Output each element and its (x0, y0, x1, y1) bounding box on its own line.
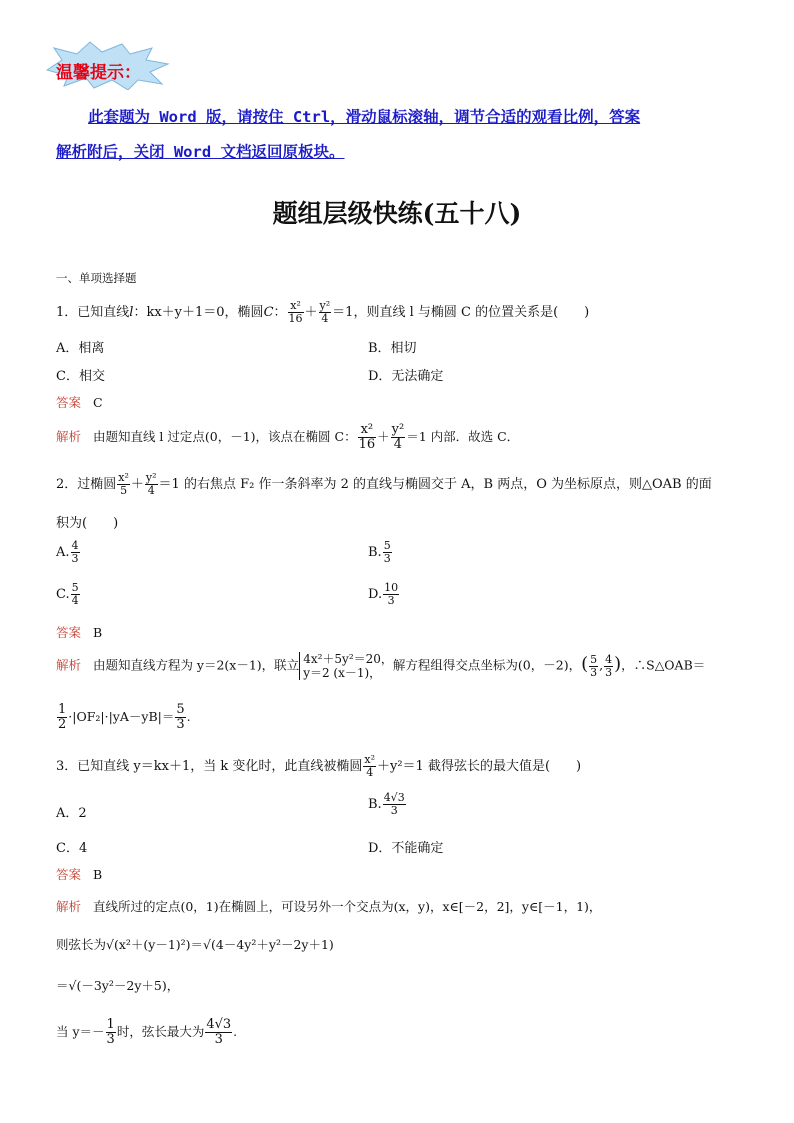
q2-option-d-den: 3 (387, 594, 395, 607)
q2-pt-den2: 3 (605, 665, 613, 679)
q2-option-c-num: 5 (71, 581, 79, 594)
q2-analysis: 解析 由题知直线方程为 y＝2(x－1)，联立 4x²＋5y²＝20， y＝2 (x－1)， 解方程组得交点坐标为(0，－2)，( $\frac{5}{3}$ , $\frac{4}{3}$ )，∴S△OAB＝ (56, 652, 706, 680)
q2-frac-x-num: x² (118, 471, 129, 484)
q2-option-b-label: B. (368, 545, 382, 560)
q1-plus: ＋ (304, 305, 318, 320)
q1-answer-value: C (92, 395, 103, 410)
q3-analysis-text: 直线所过的定点(0，1)在椭圆上，可设另外一个交点为(x，y)，x∈[－2，2]，y∈[－1，1)， (92, 899, 602, 914)
q3-stem-end: ＋y²＝1 截得弦长的最大值是( ) (377, 759, 582, 774)
q2-analysis-text: 由题知直线方程为 y＝2(x－1)，联立 (92, 657, 300, 673)
q2-half-num: 1 (58, 702, 67, 717)
q1-option-b: B．相切 (368, 341, 417, 356)
q2-stem (56, 472, 712, 497)
q3-option-b-frac (383, 792, 406, 817)
q2-option-d-num: 10 (384, 581, 399, 594)
q2-option-a-den: 3 (71, 552, 79, 565)
q2-result-frac (175, 703, 185, 732)
q1-frac-y-num: y² (319, 299, 331, 312)
section-heading: 一、单项选择题 (56, 271, 137, 285)
notice (56, 100, 746, 170)
q1-ana-frac-x-den: 16 (358, 437, 376, 452)
page-title: 题组层级快练(五十八) (272, 199, 522, 228)
q1-frac-x (288, 300, 304, 325)
q2-result-den: 3 (176, 717, 185, 732)
q3-y-frac (106, 1018, 116, 1047)
q2-pt-num2: 4 (605, 652, 613, 666)
q3-analysis-line4: 当 y＝－ $\frac{1}{3}$ 时，弦长最大为 $\frac{4√3}{3}$ . (56, 1017, 238, 1047)
q3-frac-x-num: x² (364, 753, 375, 766)
q1-frac-y (319, 300, 332, 325)
q3-frac-x (363, 754, 376, 779)
tip-label: 温馨提示： (56, 63, 141, 83)
q1-ana-frac-y-num: y² (391, 422, 405, 437)
q1-analysis-end: ＝1 内部．故选 C． (406, 429, 520, 444)
q1-ana-frac-x-num: x² (358, 423, 377, 438)
q1-option-c: C．相交 (56, 369, 105, 384)
q3-option-a: A．2 (56, 806, 87, 821)
q1-analysis-text: 由题知直线 l 过定点(0，－1)，该点在椭圆 C： (92, 429, 357, 444)
q1-stem (56, 300, 589, 325)
q2-option-c-label: C. (56, 587, 70, 602)
q1-ana-plus: ＋ (377, 429, 390, 444)
q2-option-b (368, 540, 393, 565)
q2-system-eq2: y＝2 (x－1)， (303, 666, 382, 680)
q2-pt-frac1 (589, 654, 598, 679)
q3-max-den: 3 (214, 1032, 223, 1047)
q3-frac-x-den: 4 (366, 766, 374, 779)
q2-option-b-frac (383, 540, 392, 565)
q2-option-a (56, 540, 81, 565)
q2-option-d (368, 582, 400, 607)
q2-paren-open: ( (581, 653, 589, 675)
q3-option-d: D．不能确定 (368, 841, 444, 856)
q2-option-b-num: 5 (383, 539, 391, 552)
q2-stem-text: 2．过椭圆 (56, 477, 117, 492)
q2-frac-y-num: y² (145, 471, 157, 484)
q2-stem-line: ＝1 的右焦点 F₂ 作一条斜率为 2 的直线与椭圆交于 A，B 两点，O 为坐标原点，则△OAB 的面 (158, 477, 712, 492)
q3-max-num: 4√3 (206, 1017, 232, 1032)
q3-answer (56, 865, 102, 883)
q1-answer (56, 393, 103, 411)
q3-analysis (56, 897, 601, 915)
q3-max-frac (205, 1018, 232, 1047)
q2-result-num: 5 (176, 702, 185, 717)
q2-half-frac (57, 703, 67, 732)
q1-frac-x-den: 16 (288, 312, 303, 325)
q1-answer-label: 答案 (56, 395, 82, 410)
q3-answer-value: B (92, 867, 103, 882)
q2-analysis-area: ，∴S△OAB＝ (621, 657, 706, 673)
q3-option-b (368, 792, 407, 817)
q2-paren-close: ) (614, 653, 622, 675)
q2-pt-den1: 3 (590, 665, 598, 679)
q2-pt-num1: 5 (590, 652, 598, 666)
q3-option-b-label: B. (368, 797, 382, 812)
q2-option-b-den: 3 (383, 552, 391, 565)
q1-colon: ： (273, 305, 287, 320)
q2-analysis-mid: 解方程组得交点坐标为(0，－2)， (392, 657, 582, 673)
q2-option-a-num: 4 (71, 539, 79, 552)
q1-stem-text: 1．已知直线 (56, 305, 130, 320)
q1-var-l: l (129, 305, 134, 320)
q2-option-d-frac (383, 582, 399, 607)
q3-answer-label: 答案 (56, 867, 82, 882)
q3-option-b-den: 3 (390, 804, 398, 817)
q2-option-c-frac (71, 582, 80, 607)
q3-analysis-label: 解析 (56, 899, 82, 914)
q2-half-den: 2 (58, 717, 67, 732)
q1-analysis-label: 解析 (56, 429, 82, 444)
q2-system-eq1: 4x²＋5y²＝20， (303, 652, 393, 666)
q3-option-b-num: 4√3 (383, 791, 405, 804)
q2-stem-cont: 积为( ) (56, 516, 119, 531)
q3-stem-text: 3．已知直线 y＝kx＋1，当 k 变化时，此直线被椭圆 (56, 759, 363, 774)
q2-option-d-label: D. (368, 587, 383, 602)
q2-analysis-label: 解析 (56, 657, 82, 673)
q2-system (299, 652, 393, 680)
q1-analysis (56, 423, 519, 452)
q3-analysis-when: 当 y＝－ (56, 1024, 105, 1039)
q2-option-a-label: A. (56, 545, 70, 560)
q2-pt-frac2 (604, 654, 613, 679)
q3-y-den: 3 (106, 1032, 115, 1047)
q2-frac-x-den: 5 (120, 484, 128, 497)
q2-analysis-formula: ·|OF₂|·|yA－yB|＝ (68, 709, 175, 724)
q2-analysis-cont: $\frac{1}{2}$ ·|OF₂|·|yA－yB|＝ $\frac{5}{3}$ . (58, 702, 191, 732)
q3-option-c: C．4 (56, 841, 88, 856)
q1-frac-y-den: 4 (321, 312, 329, 325)
q1-ana-frac-y (391, 423, 406, 452)
q3-y-num: 1 (106, 1017, 115, 1032)
q2-plus: ＋ (130, 477, 144, 492)
q1-option-a: A．相离 (56, 341, 105, 356)
q3-analysis-max: 时，弦长最大为 (116, 1024, 205, 1039)
q1-frac-x-num: x² (288, 300, 304, 313)
notice-line-2: 解析附后，关闭 Word 文档返回原板块。 (56, 143, 345, 161)
q1-stem-end: ＝1，则直线 l 与椭圆 C 的位置关系是( ) (332, 305, 590, 320)
q3-analysis-line3: ＝√(－3y²－2y＋5)， (56, 978, 180, 993)
q2-frac-x (117, 472, 130, 497)
q1-ana-frac-x (358, 423, 377, 452)
q3-analysis-line2: 则弦长为√(x²＋(y－1)²)＝√(4－4y²＋y²－2y＋1) (56, 937, 334, 952)
q1-stem-line: ：kx＋y＋1＝0，椭圆 (133, 305, 264, 320)
q1-var-c: C (263, 305, 274, 320)
q2-answer-value: B (92, 625, 103, 640)
q2-option-c-den: 4 (71, 594, 79, 607)
q2-option-a-frac (71, 540, 80, 565)
q2-answer-label: 答案 (56, 625, 82, 640)
q3-stem (56, 754, 581, 779)
q1-option-d: D．无法确定 (368, 369, 444, 384)
q2-frac-y (145, 472, 158, 497)
q2-option-c (56, 582, 81, 607)
q1-ana-frac-y-den: 4 (393, 437, 403, 452)
q2-answer (56, 623, 102, 641)
q2-frac-y-den: 4 (147, 484, 155, 497)
notice-line-1: 此套题为 Word 版，请按住 Ctrl，滑动鼠标滚轴，调节合适的观看比例，答案 (88, 108, 641, 126)
